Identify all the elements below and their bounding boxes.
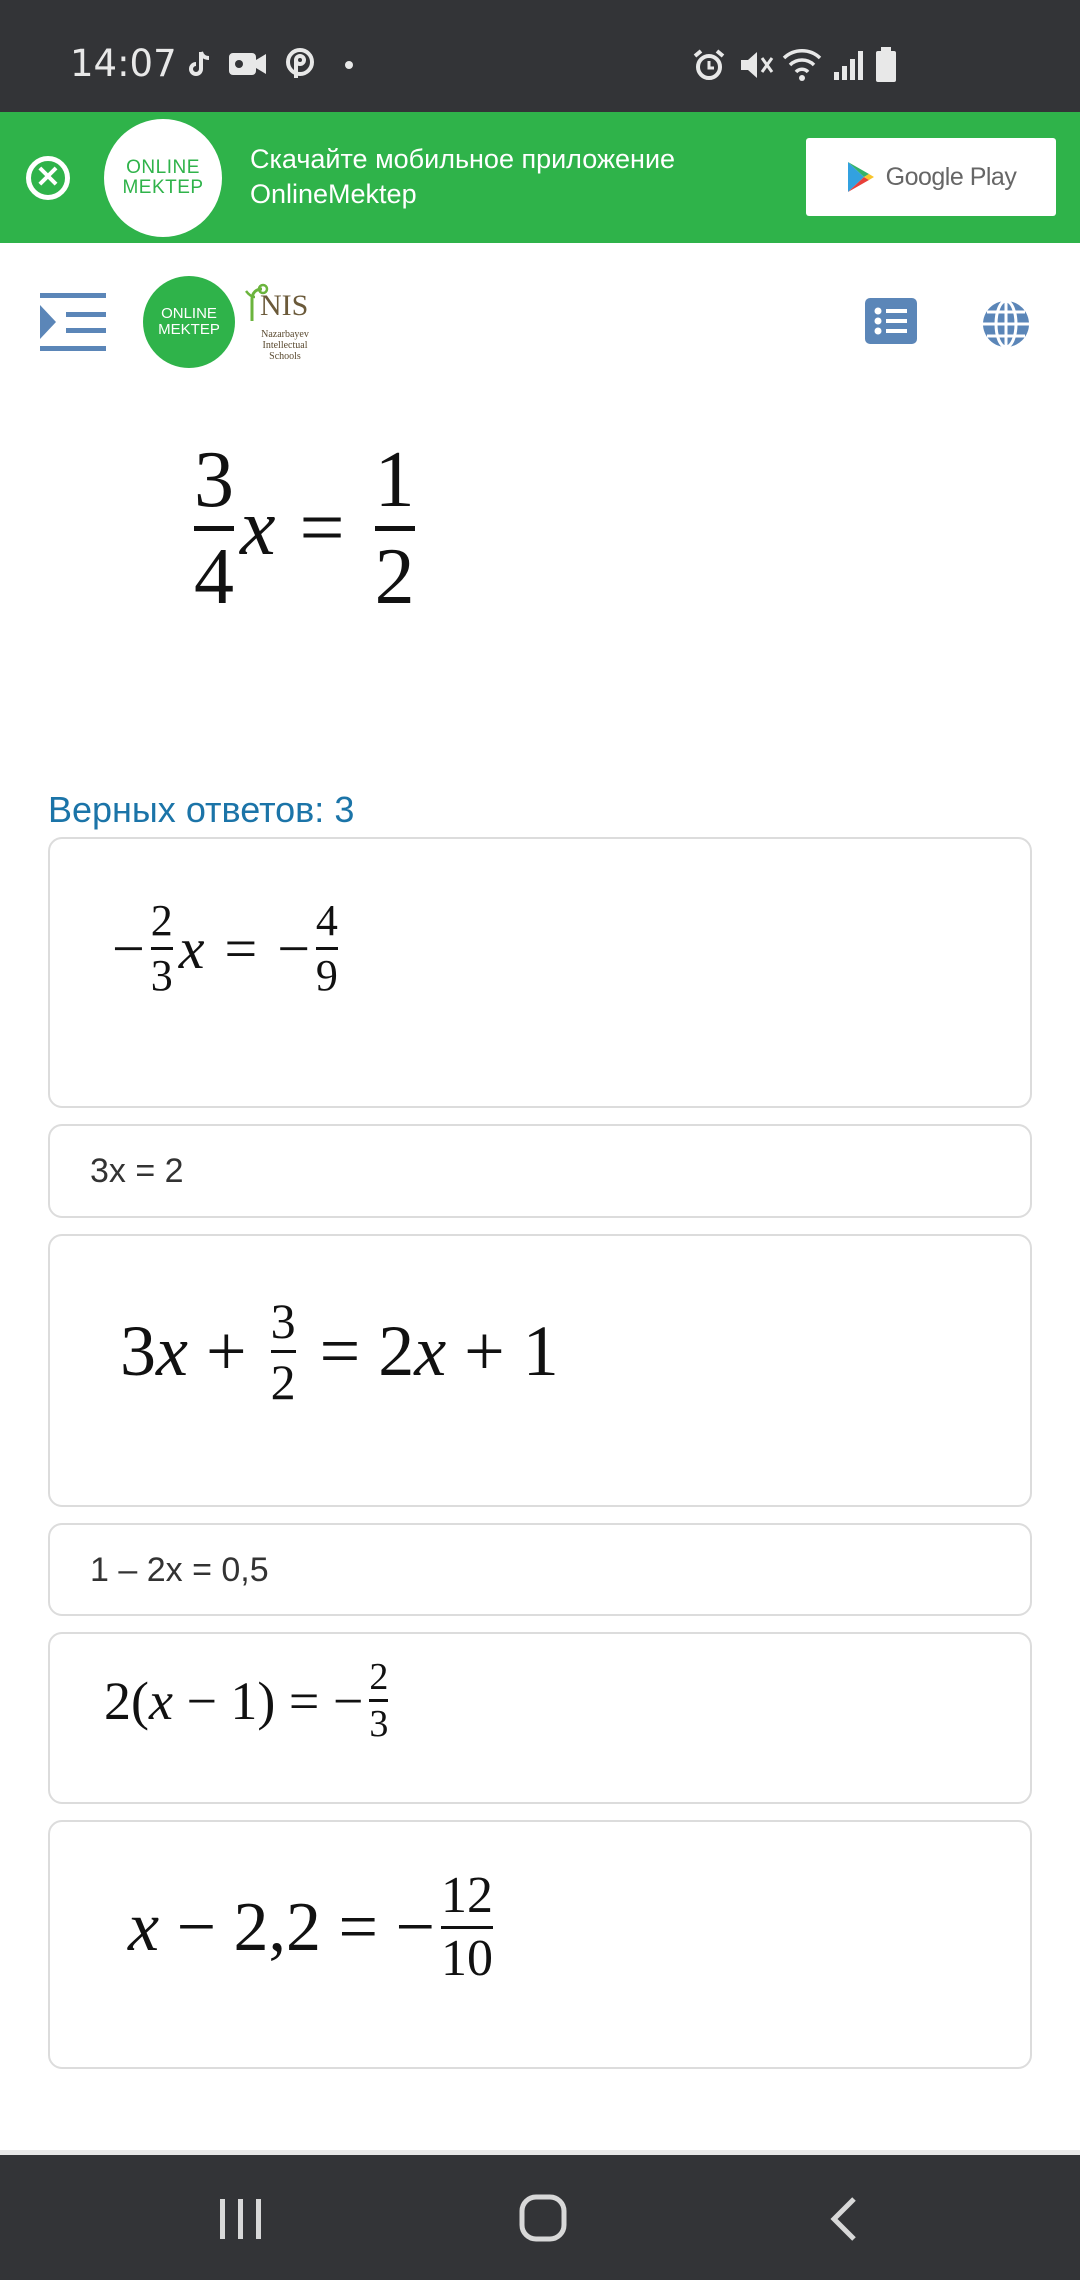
a6-frac — [441, 1867, 494, 1987]
a3-var: x — [156, 1311, 188, 1391]
logo-line2: MEKTEP — [122, 177, 204, 198]
a1-den2: 9 — [315, 951, 338, 1000]
nis-logo — [242, 281, 322, 367]
mute-icon — [738, 48, 774, 82]
a3-eq: = — [319, 1311, 361, 1391]
nis-sub2: Intellectual — [262, 340, 308, 351]
question-den1: 4 — [194, 533, 234, 621]
question-equation — [188, 436, 421, 621]
answer-1-equation — [112, 896, 344, 1000]
a3-right2: + 1 — [464, 1311, 559, 1391]
a5-num: 2 — [369, 1656, 389, 1698]
a5-bar — [369, 1699, 388, 1702]
answer-option-6[interactable] — [48, 1820, 1032, 2069]
promo-line1: Скачайте мобильное приложение — [250, 144, 676, 174]
answer-option-1[interactable] — [48, 837, 1032, 1108]
language-globe-icon[interactable] — [980, 298, 1032, 350]
question-variable: x — [240, 484, 276, 572]
a5-var: x — [148, 1670, 173, 1731]
a3-plus: + — [205, 1311, 247, 1391]
pinterest-icon — [284, 48, 316, 80]
a1-var: x — [178, 916, 205, 981]
answer-4-text: 1 – 2x = 0,5 — [90, 1551, 269, 1589]
question-num1: 3 — [194, 436, 234, 524]
menu-icon[interactable] — [40, 291, 106, 353]
a5-rest: − 1) = − — [172, 1670, 364, 1731]
promo-line2: OnlineMektep — [250, 179, 417, 209]
battery-icon — [874, 46, 898, 84]
nis-subtitle — [242, 329, 328, 362]
question-fraction-right — [374, 436, 415, 621]
a5-frac — [369, 1658, 388, 1743]
a1-minus2: − — [277, 916, 310, 981]
close-banner-icon[interactable]: ✕ — [26, 156, 70, 200]
video-icon — [228, 50, 268, 78]
a3-num: 3 — [270, 1293, 296, 1349]
a3-frac — [270, 1293, 296, 1410]
system-navigation-bar — [0, 2155, 1080, 2280]
a1-frac1 — [150, 896, 173, 1000]
a6-den: 10 — [441, 1930, 494, 1987]
alarm-icon — [692, 48, 726, 82]
question-bar2 — [375, 526, 415, 531]
a3-right1: 2 — [378, 1311, 415, 1391]
online-mektep-header-logo[interactable] — [143, 276, 235, 368]
answer-option-2[interactable] — [48, 1124, 1032, 1218]
nis-sub1: Nazarbayev — [261, 329, 309, 340]
online-mektep-logo — [104, 119, 222, 237]
answer-option-4[interactable] — [48, 1523, 1032, 1616]
question-bar1 — [194, 526, 234, 531]
signal-icon — [832, 48, 866, 82]
home-icon[interactable] — [518, 2193, 568, 2243]
recent-apps-icon[interactable] — [216, 2197, 266, 2241]
nis-sub3: Schools — [269, 351, 301, 362]
a1-minus1: − — [112, 916, 145, 981]
question-den2: 2 — [374, 533, 415, 621]
status-time: 14:07 — [70, 42, 177, 85]
a6-num: 12 — [441, 1867, 494, 1924]
a1-bar2 — [316, 947, 338, 950]
a3-bar — [271, 1350, 296, 1353]
a3-den: 2 — [270, 1354, 296, 1410]
answer-option-5[interactable] — [48, 1632, 1032, 1804]
a3-var2: x — [414, 1311, 447, 1391]
correct-answers-count: Верных ответов: 3 — [48, 789, 355, 830]
tiktok-icon — [188, 50, 212, 78]
promo-text — [250, 142, 675, 212]
a3-left: 3 — [120, 1311, 156, 1391]
dot-icon — [344, 60, 354, 70]
question-num2: 1 — [374, 436, 415, 524]
header-logo-line1: ONLINE — [161, 305, 217, 322]
google-play-button[interactable] — [806, 138, 1056, 216]
wifi-icon — [782, 48, 822, 82]
a6-bar — [441, 1926, 493, 1929]
nis-title: NIS — [260, 289, 309, 322]
a1-eq: = — [224, 916, 258, 981]
logo-line1: ONLINE — [126, 157, 200, 178]
a5-den: 3 — [369, 1703, 389, 1745]
a1-den1: 3 — [150, 951, 173, 1000]
answer-2-text: 3x = 2 — [90, 1152, 184, 1190]
status-bar — [0, 0, 1080, 112]
google-play-icon — [846, 160, 876, 194]
a6-var: x — [128, 1888, 160, 1966]
answer-option-3[interactable] — [48, 1234, 1032, 1507]
a1-frac2 — [315, 896, 338, 1000]
a6-rest: − 2,2 = − — [159, 1888, 436, 1966]
task-list-icon[interactable] — [865, 298, 917, 344]
a1-num1: 2 — [150, 896, 173, 945]
a1-bar1 — [151, 947, 173, 950]
question-equals: = — [299, 484, 345, 572]
google-play-label: Google Play — [885, 162, 1017, 191]
a1-num2: 4 — [315, 896, 338, 945]
back-icon[interactable] — [826, 2195, 862, 2243]
answer-5-equation — [104, 1658, 394, 1743]
question-fraction-left — [194, 436, 234, 621]
answer-3-equation — [120, 1293, 559, 1410]
site-header — [0, 243, 1080, 393]
answer-6-equation — [128, 1867, 499, 1987]
header-logo-line2: MEKTEP — [158, 321, 220, 338]
a5-left: 2( — [104, 1670, 149, 1731]
